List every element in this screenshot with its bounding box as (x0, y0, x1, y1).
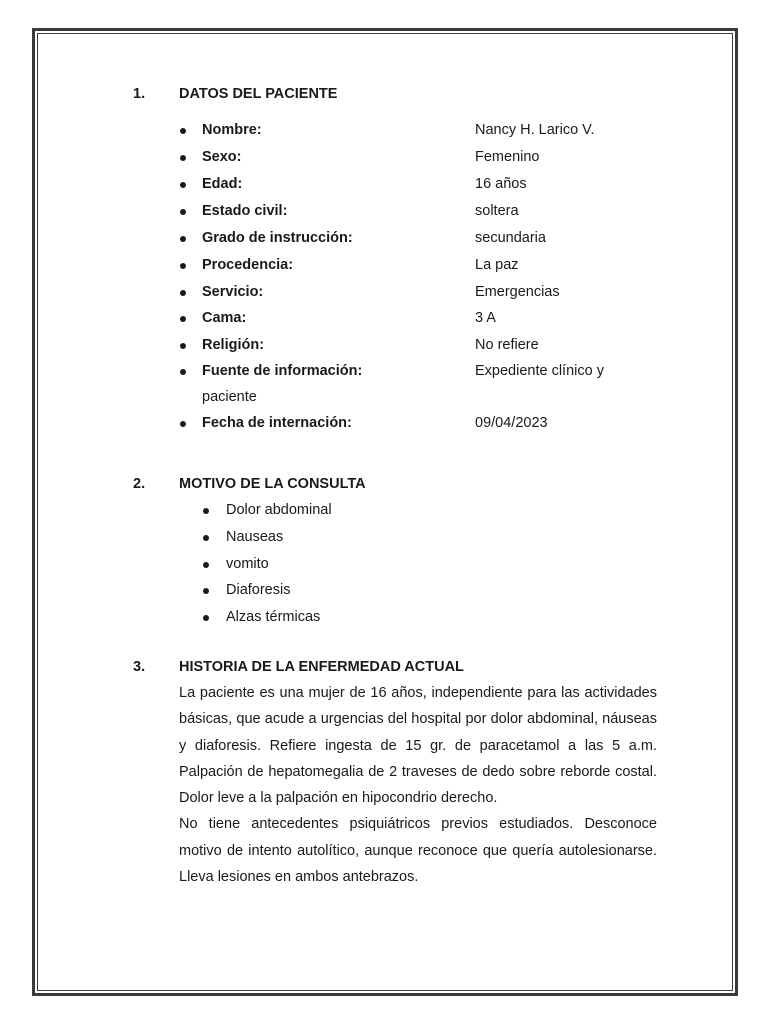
field-label: Religión: (202, 337, 265, 353)
bullet-icon (180, 209, 186, 215)
field-value: Expediente clínico y (475, 363, 604, 379)
field-label: Sexo: (202, 149, 242, 165)
bullet-icon (180, 316, 186, 322)
bullet-icon (180, 236, 186, 242)
section-title: DATOS DEL PACIENTE (179, 86, 338, 102)
field-label: Grado de instrucción: (202, 230, 353, 246)
bullet-icon (180, 290, 186, 296)
symptom-text: Diaforesis (226, 582, 291, 598)
field-value: Emergencias (475, 284, 560, 300)
field-label: Estado civil: (202, 203, 288, 219)
bullet-icon (203, 615, 209, 621)
field-value: secundaria (475, 230, 546, 246)
field-label: Nombre: (202, 122, 262, 138)
field-value: 16 años (475, 176, 527, 192)
bullet-icon (180, 155, 186, 161)
field-label: Servicio: (202, 284, 264, 300)
field-label: Cama: (202, 310, 247, 326)
field-value: soltera (475, 203, 519, 219)
bullet-icon (203, 535, 209, 541)
bullet-icon (180, 421, 186, 427)
symptom-text: Dolor abdominal (226, 502, 332, 518)
field-value: Femenino (475, 149, 540, 165)
bullet-icon (203, 562, 209, 568)
field-label: Fecha de internación: (202, 415, 352, 431)
history-paragraph: No tiene antecedentes psiquiátricos previos estudiados. Desconoce motivo de intento autolítico, aunque reconoce que quería autolesionarse. Lleva lesiones en ambos antebrazos. (179, 816, 657, 886)
section-title: MOTIVO DE LA CONSULTA (179, 476, 366, 492)
history-text (179, 680, 657, 890)
section-number: 2. (133, 476, 146, 492)
field-value: 09/04/2023 (475, 415, 548, 431)
field-label: Fuente de información: (202, 363, 363, 379)
field-value: La paz (475, 257, 519, 273)
bullet-icon (203, 588, 209, 594)
field-value: No refiere (475, 337, 539, 353)
field-label-continuation: paciente (202, 389, 257, 405)
bullet-icon (180, 263, 186, 269)
section-number: 1. (133, 86, 146, 102)
bullet-icon (180, 182, 186, 188)
bullet-icon (203, 508, 209, 514)
bullet-icon (180, 343, 186, 349)
bullet-icon (180, 369, 186, 375)
history-paragraph: La paciente es una mujer de 16 años, independiente para las actividades básicas, que acude a urgencias del hospital por dolor abdominal, náuseas y diaforesis. Refiere ingesta de 15 gr. de paracetamol a las 5 a.m. Palpación de hepatomegalia de 2 traveses de dedo sobre reborde costal. Dolor leve a la palpación en hipocondrio derecho. (179, 685, 657, 807)
section-number: 3. (133, 659, 146, 675)
section-title: HISTORIA DE LA ENFERMEDAD ACTUAL (179, 659, 464, 675)
field-label: Procedencia: (202, 257, 294, 273)
symptom-text: vomito (226, 556, 269, 572)
bullet-icon (180, 128, 186, 134)
field-value: 3 A (475, 310, 496, 326)
field-value: Nancy H. Larico V. (475, 122, 595, 138)
field-label: Edad: (202, 176, 243, 192)
symptom-text: Nauseas (226, 529, 284, 545)
symptom-text: Alzas térmicas (226, 609, 321, 625)
